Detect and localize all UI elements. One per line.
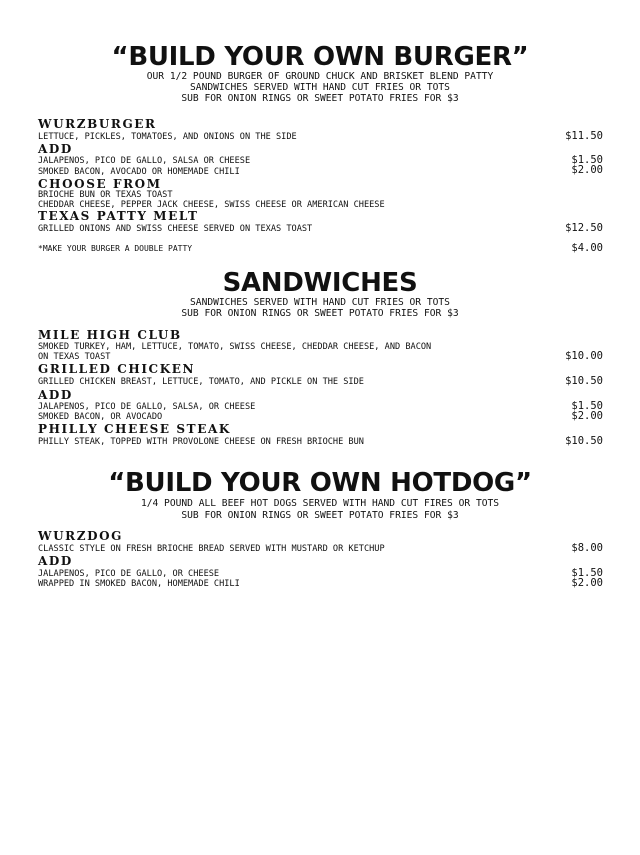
grilled-chicken-description: GRILLED CHICKEN BREAST, LETTUCE, TOMATO, AND PICKLE ON THE SIDE bbox=[38, 377, 364, 387]
sandwiches-add-price: $1.50 bbox=[571, 400, 603, 412]
choose-from-heading: CHOOSE FROM bbox=[38, 177, 162, 191]
sandwiches-intro-line: SUB FOR ONION RINGS OR SWEET POTATO FRIES FOR $3 bbox=[181, 308, 459, 319]
patty-melt-description: GRILLED ONIONS AND SWISS CHEESE SERVED ON TEXAS TOAST bbox=[38, 224, 313, 234]
grilled-chicken-price: $10.50 bbox=[565, 375, 603, 387]
mile-high-club-price: $10.00 bbox=[565, 350, 603, 362]
mile-high-club-heading: MILE HIGH CLUB bbox=[38, 328, 182, 342]
hotdog-add-heading: ADD bbox=[38, 554, 73, 568]
wurzburger-price: $11.50 bbox=[565, 130, 603, 142]
burger-intro-line: SANDWICHES SERVED WITH HAND CUT FRIES OR TOTS bbox=[190, 82, 450, 93]
sandwiches-add-price: $2.00 bbox=[571, 410, 603, 422]
hotdog-intro-line: SUB FOR ONION RINGS OR SWEET POTATO FRIES FOR $3 bbox=[181, 510, 459, 521]
philly-cheese-steak-description: PHILLY STEAK, TOPPED WITH PROVOLONE CHEESE ON FRESH BRIOCHE BUN bbox=[38, 437, 364, 447]
wurzdog-description: CLASSIC STYLE ON FRESH BRIOCHE BREAD SERVED WITH MUSTARD OR KETCHUP bbox=[38, 544, 385, 554]
burger-add-heading: ADD bbox=[38, 142, 73, 156]
double-patty-price: $4.00 bbox=[571, 242, 603, 254]
burger-add-line: JALAPENOS, PICO DE GALLO, SALSA OR CHEESE bbox=[38, 156, 251, 166]
hotdog-intro-line: 1/4 POUND ALL BEEF HOT DOGS SERVED WITH HAND CUT FIRES OR TOTS bbox=[140, 498, 500, 509]
hotdog-add-line: JALAPENOS, PICO DE GALLO, OR CHEESE bbox=[38, 569, 220, 579]
choose-from-line: CHEDDAR CHEESE, PEPPER JACK CHEESE, SWISS CHEESE OR AMERICAN CHEESE bbox=[38, 200, 385, 210]
choose-from-line: BRIOCHE BUN OR TEXAS TOAST bbox=[38, 190, 173, 200]
wurzdog-heading: WURZDOG bbox=[38, 529, 123, 543]
sandwiches-intro-line: SANDWICHES SERVED WITH HAND CUT FRIES OR TOTS bbox=[190, 297, 450, 308]
patty-melt-price: $12.50 bbox=[565, 222, 603, 234]
philly-cheese-steak-heading: PHILLY CHEESE STEAK bbox=[38, 422, 231, 436]
burger-add-price: $1.50 bbox=[571, 154, 603, 166]
wurzburger-description: LETTUCE, PICKLES, TOMATOES, AND ONIONS ON THE SIDE bbox=[38, 132, 297, 142]
hotdog-add-price: $1.50 bbox=[571, 567, 603, 579]
mile-high-club-line: SMOKED TURKEY, HAM, LETTUCE, TOMATO, SWISS CHEESE, CHEDDAR CHEESE, AND BACON bbox=[38, 342, 432, 352]
mile-high-club-line: ON TEXAS TOAST bbox=[38, 352, 111, 362]
sandwiches-add-line: JALAPENOS, PICO DE GALLO, SALSA, OR CHEESE bbox=[38, 402, 256, 412]
hotdog-add-line: WRAPPED IN SMOKED BACON, HOMEMADE CHILI bbox=[38, 579, 240, 589]
wurzdog-price: $8.00 bbox=[571, 542, 603, 554]
philly-cheese-steak-price: $10.50 bbox=[565, 435, 603, 447]
sandwiches-add-heading: ADD bbox=[38, 388, 73, 402]
burger-add-line: SMOKED BACON, AVOCADO OR HOMEMADE CHILI bbox=[38, 167, 240, 177]
hotdog-section-title: “BUILD YOUR OWN HOTDOG” bbox=[108, 468, 532, 498]
patty-melt-heading: TEXAS PATTY MELT bbox=[38, 209, 199, 223]
burger-section-title: “BUILD YOUR OWN BURGER” bbox=[111, 42, 529, 72]
burger-intro-line: SUB FOR ONION RINGS OR SWEET POTATO FRIES FOR $3 bbox=[181, 93, 459, 104]
burger-add-price: $2.00 bbox=[571, 164, 603, 176]
hotdog-add-price: $2.00 bbox=[571, 577, 603, 589]
sandwiches-section-title: SANDWICHES bbox=[222, 268, 418, 298]
grilled-chicken-heading: GRILLED CHICKEN bbox=[38, 362, 196, 376]
wurzburger-heading: WURZBURGER bbox=[38, 117, 157, 131]
double-patty-note: *MAKE YOUR BURGER A DOUBLE PATTY bbox=[38, 244, 193, 253]
burger-intro-line: OUR 1/2 POUND BURGER OF GROUND CHUCK AND BRISKET BLEND PATTY bbox=[146, 71, 494, 82]
sandwiches-add-line: SMOKED BACON, OR AVOCADO bbox=[38, 412, 163, 422]
